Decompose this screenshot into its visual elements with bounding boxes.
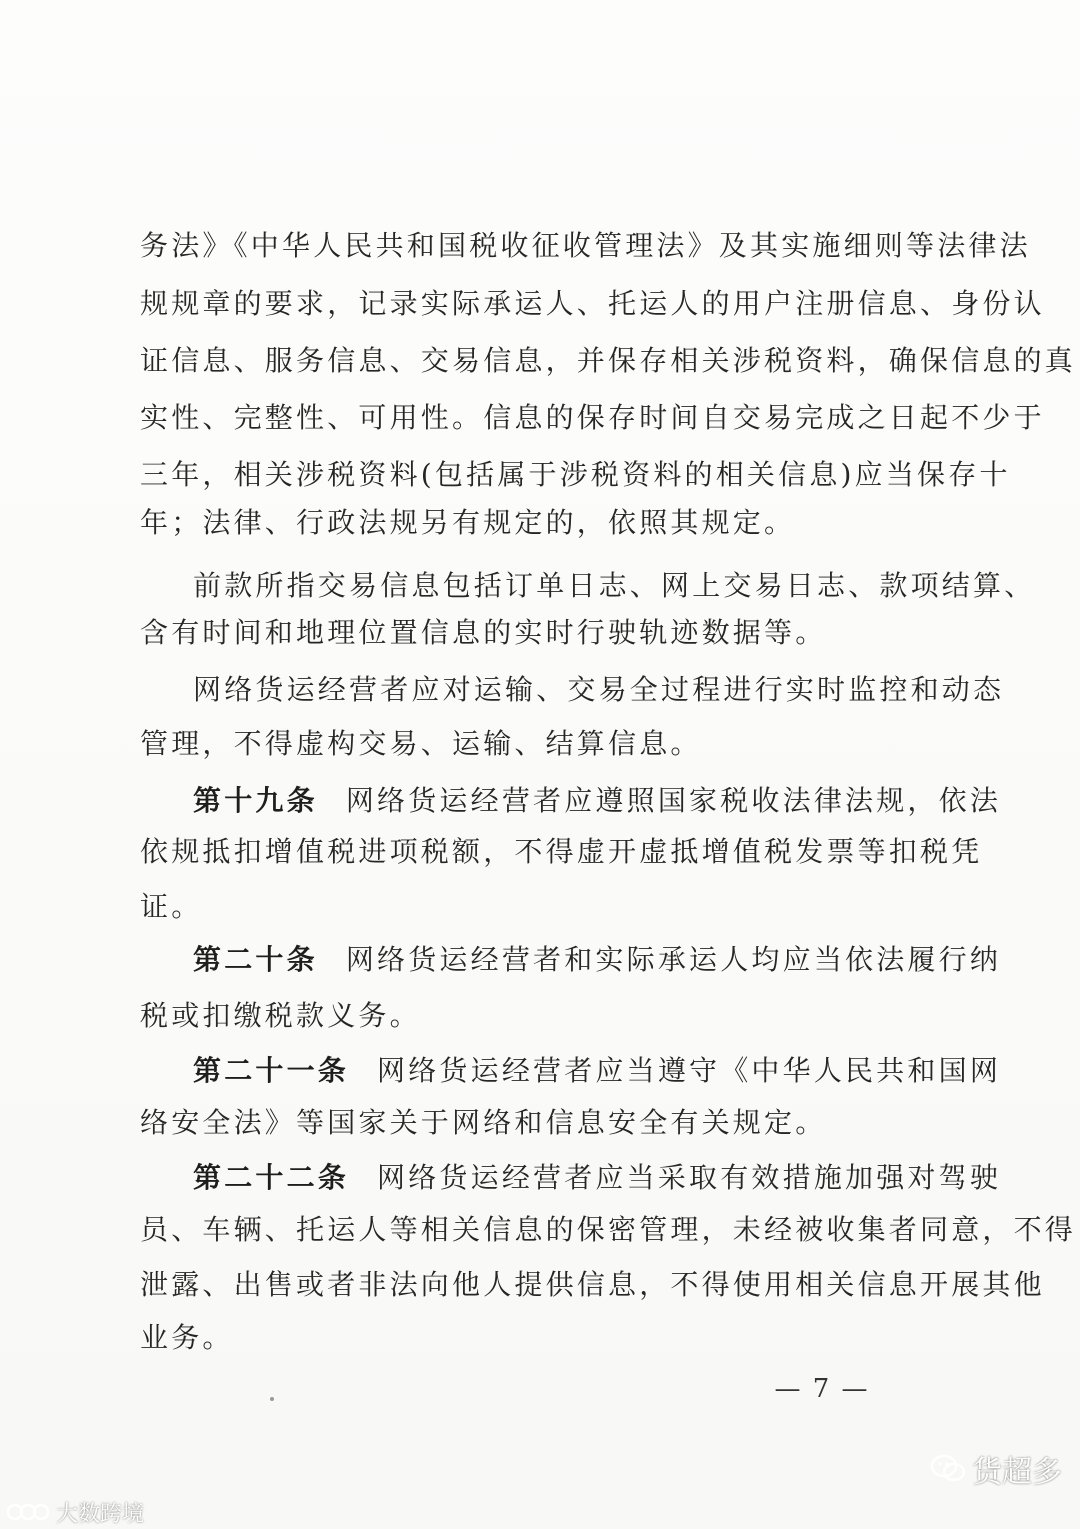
- body-line: 三年，相关涉税资料(包括属于涉税资料的相关信息)应当保存十: [140, 458, 1011, 491]
- page-number: — 7 —: [774, 1374, 870, 1404]
- watermark-left: [6, 1498, 144, 1526]
- watermark-left-text: 大数跨境: [56, 1501, 145, 1527]
- body-line: 含有时间和地理位置信息的实时行驶轨迹数据等。: [140, 616, 827, 649]
- body-line: 依规抵扣增值税进项税额，不得虚开虚抵增值税发票等扣税凭: [140, 835, 983, 868]
- article-21-title: 第二十一条: [193, 1054, 350, 1087]
- article-19-title: 第十九条: [193, 784, 318, 817]
- body-line: 规规章的要求，记录实际承运人、托运人的用户注册信息、身份认: [140, 287, 1045, 320]
- article-19-first-line: [193, 781, 1002, 821]
- body-line: 络安全法》等国家关于网络和信息安全有关规定。: [140, 1106, 827, 1139]
- watermark-right-text: 货超多: [972, 1455, 1062, 1490]
- body-line: 员、车辆、托运人等相关信息的保密管理，未经被收集者同意，不得: [140, 1213, 1077, 1246]
- body-line: 管理，不得虚构交易、运输、结算信息。: [140, 727, 702, 760]
- body-line: 证。: [140, 890, 203, 923]
- body-line: 税或扣缴税款义务。: [140, 999, 421, 1032]
- body-line: 年；法律、行政法规另有规定的，依照其规定。: [140, 506, 796, 539]
- wechat-icon: [930, 1453, 966, 1485]
- body-line: 网络货运经营者应对运输、交易全过程进行实时监控和动态: [193, 673, 1005, 706]
- body-line: 证信息、服务信息、交易信息，并保存相关涉税资料，确保信息的真: [140, 344, 1077, 377]
- body-line: 实性、完整性、可用性。信息的保存时间自交易完成之日起不少于: [140, 401, 1045, 434]
- chain-logo-icon: [6, 1500, 50, 1524]
- body-line: 务法》《中华人民共和国税收征收管理法》及其实施细则等法律法: [140, 229, 1031, 262]
- body-line: 业务。: [140, 1321, 234, 1354]
- article-21-first-line: [193, 1051, 1002, 1091]
- article-20-text: 网络货运经营者和实际承运人均应当依法履行纳: [345, 943, 1002, 976]
- article-22-title: 第二十二条: [193, 1161, 350, 1194]
- article-19-text: 网络货运经营者应遵照国家税收法律法规，依法: [345, 784, 1002, 817]
- scan-speck: [270, 1397, 274, 1401]
- watermark-right: [930, 1444, 1062, 1494]
- article-20-title: 第二十条: [193, 943, 318, 976]
- article-20-first-line: [193, 940, 1002, 980]
- article-22-text: 网络货运经营者应当采取有效措施加强对驾驶: [377, 1161, 1002, 1194]
- body-line: 前款所指交易信息包括订单日志、网上交易日志、款项结算、: [193, 569, 1036, 602]
- article-22-first-line: [193, 1158, 1002, 1198]
- body-line: 泄露、出售或者非法向他人提供信息，不得使用相关信息开展其他: [140, 1268, 1045, 1301]
- article-21-text: 网络货运经营者应当遵守《中华人民共和国网: [377, 1054, 1002, 1087]
